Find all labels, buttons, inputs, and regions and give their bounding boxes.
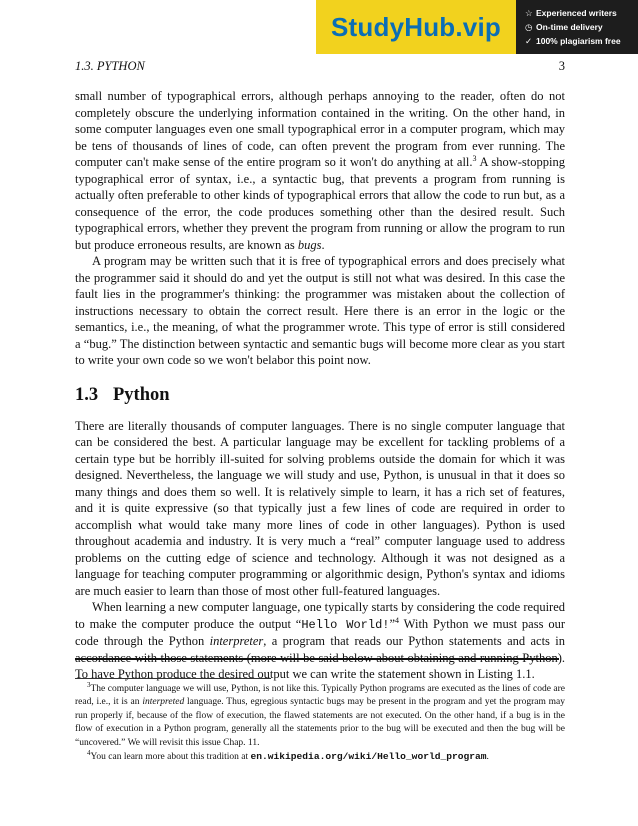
footnote-ref-4[interactable]: 4 bbox=[395, 615, 400, 625]
text-run: language. Thus, egregious syntactic bugs may be present in the program and yet the program may run properly if, because of the flow of execution, the flawed statements are not executed. On the other hand, if a bug is in the flow of execution in a Python program, generally all the statements prior to the bug will be executed and then the bug will be “uncovered.” We will revisit this issue Chap. 11. bbox=[75, 697, 565, 748]
footnote-mark: 4 bbox=[87, 748, 91, 757]
text-run: . bbox=[486, 752, 489, 763]
feature-on-time-delivery bbox=[525, 20, 638, 34]
main-text bbox=[75, 88, 565, 683]
footnote-4 bbox=[75, 750, 565, 764]
page-body-rule bbox=[75, 658, 559, 660]
section-heading bbox=[75, 384, 565, 406]
code-hello-world: Hello World! bbox=[301, 617, 390, 632]
footnote-rule bbox=[75, 678, 271, 679]
studyhub-logo[interactable]: StudyHub.vip bbox=[316, 0, 516, 54]
text-run: ” bbox=[389, 616, 396, 631]
shield-icon: ✓ bbox=[525, 36, 533, 46]
emphasis-bugs: bugs bbox=[297, 237, 322, 252]
feature-plagiarism-free bbox=[525, 34, 638, 48]
studyhub-ad-banner[interactable] bbox=[316, 0, 638, 54]
clock-icon: ◷ bbox=[525, 22, 533, 32]
text-run: , a program that reads our Python statements and acts in accordance with those statements (more will be said below about obtaining and running Python). To have Python produce the desired output we can write the statement shown in Listing 1.1. bbox=[75, 634, 565, 681]
footnote-ref-3[interactable]: 3 bbox=[472, 153, 477, 163]
text-run: You can learn more about this tradition at bbox=[90, 752, 251, 763]
feature-list bbox=[516, 0, 638, 54]
feature-label: On-time delivery bbox=[536, 22, 603, 32]
text-run: With Python we must pass our code through the Python bbox=[75, 616, 565, 648]
section-number: 1.3 bbox=[75, 384, 99, 405]
running-header bbox=[75, 59, 565, 75]
running-title: 1.3. PYTHON bbox=[75, 59, 145, 73]
wikipedia-link[interactable]: en.wikipedia.org/wiki/Hello_world_program bbox=[250, 751, 487, 763]
text-run: . bbox=[321, 237, 325, 252]
footnote-mark: 3 bbox=[87, 680, 91, 689]
emphasis-interpreter: interpreter bbox=[209, 634, 264, 648]
text-run: A show-stopping typographical error of syntax, i.e., a syntactic bug, that prevents a program from running is actually often preferable to other kinds of typographical errors that allow the code to run but, as a consequence of the error, the code produces something other than the desired result. Such typographical errors, whether they prevent the program from running or allow the program to run but produce erroneous results, are known as bbox=[75, 155, 565, 252]
page-number: 3 bbox=[558, 59, 565, 73]
footnotes bbox=[75, 680, 565, 764]
text-run: The computer language we will use, Python, is not like this. Typically Python programs are executed as the lines of code are read, i.e., it is an bbox=[75, 684, 565, 708]
paragraph-semantic-bugs: A program may be written such that it is free of typographical errors and does precisely what the programmer said it should do and yet the output is still not what was desired. In this case the fault lies in the programmer's thinking: the programmer was mistaken about the collection of instructions necessary to obtain the correct result. Here there is an error in the logic or the semantics, i.e., the meaning, of what the programmer wrote. This type of error is still considered a “bug.” The distinction between syntactic and semantic bugs will become more clear as you start to write your own code so we won't belabor this point now. bbox=[75, 254, 565, 367]
section-title: Python bbox=[113, 384, 170, 405]
feature-label: 100% plagiarism free bbox=[536, 36, 621, 46]
text-run: small number of typographical errors, although perhaps annoying to the reader, often do not completely obscure the underlying information contained in the writing. On the other hand, in some computer languages even one small typographical error in a computer program, which may be tens of thousands of lines of code, can often prevent the program from ever running. The computer can't make sense of the entire program so it won't do anything at all. bbox=[75, 89, 565, 169]
footnote-3 bbox=[75, 680, 565, 750]
feature-experienced-writers bbox=[525, 6, 638, 20]
emphasis-interpreted: interpreted bbox=[142, 697, 185, 708]
paragraph-python-intro: There are literally thousands of computer languages. There is no single computer language that can be considered the best. A particular language may be excellent for tackling problems of a certain type but be horribly ill-suited for solving problems outside the domain for which it was designed. Nevertheless, the language we will study and use, Python, is unusual in that it does so many things and does them so well. It is relatively simple to learn, it has a rich set of features, and it is quite expressive (so that typically just a few lines of code are required in order to accomplish what would take many more lines of code in other languages). Python is used throughout academia and industry. It is very much a “real” computer language used to address problems on the cutting edge of science and technology. Although it was not designed as a language for teaching computer programming or algorithmic design, Python's syntax and idioms are much easier to learn than those of most other full-featured languages. bbox=[75, 418, 565, 598]
paragraph-bugs-syntax bbox=[75, 88, 565, 253]
paragraph-hello-world bbox=[75, 599, 565, 683]
text-run: When learning a new computer language, one typically starts by considering the code required to make the computer produce the output “ bbox=[75, 600, 565, 631]
star-icon: ☆ bbox=[525, 8, 533, 18]
feature-label: Experienced writers bbox=[536, 8, 617, 18]
